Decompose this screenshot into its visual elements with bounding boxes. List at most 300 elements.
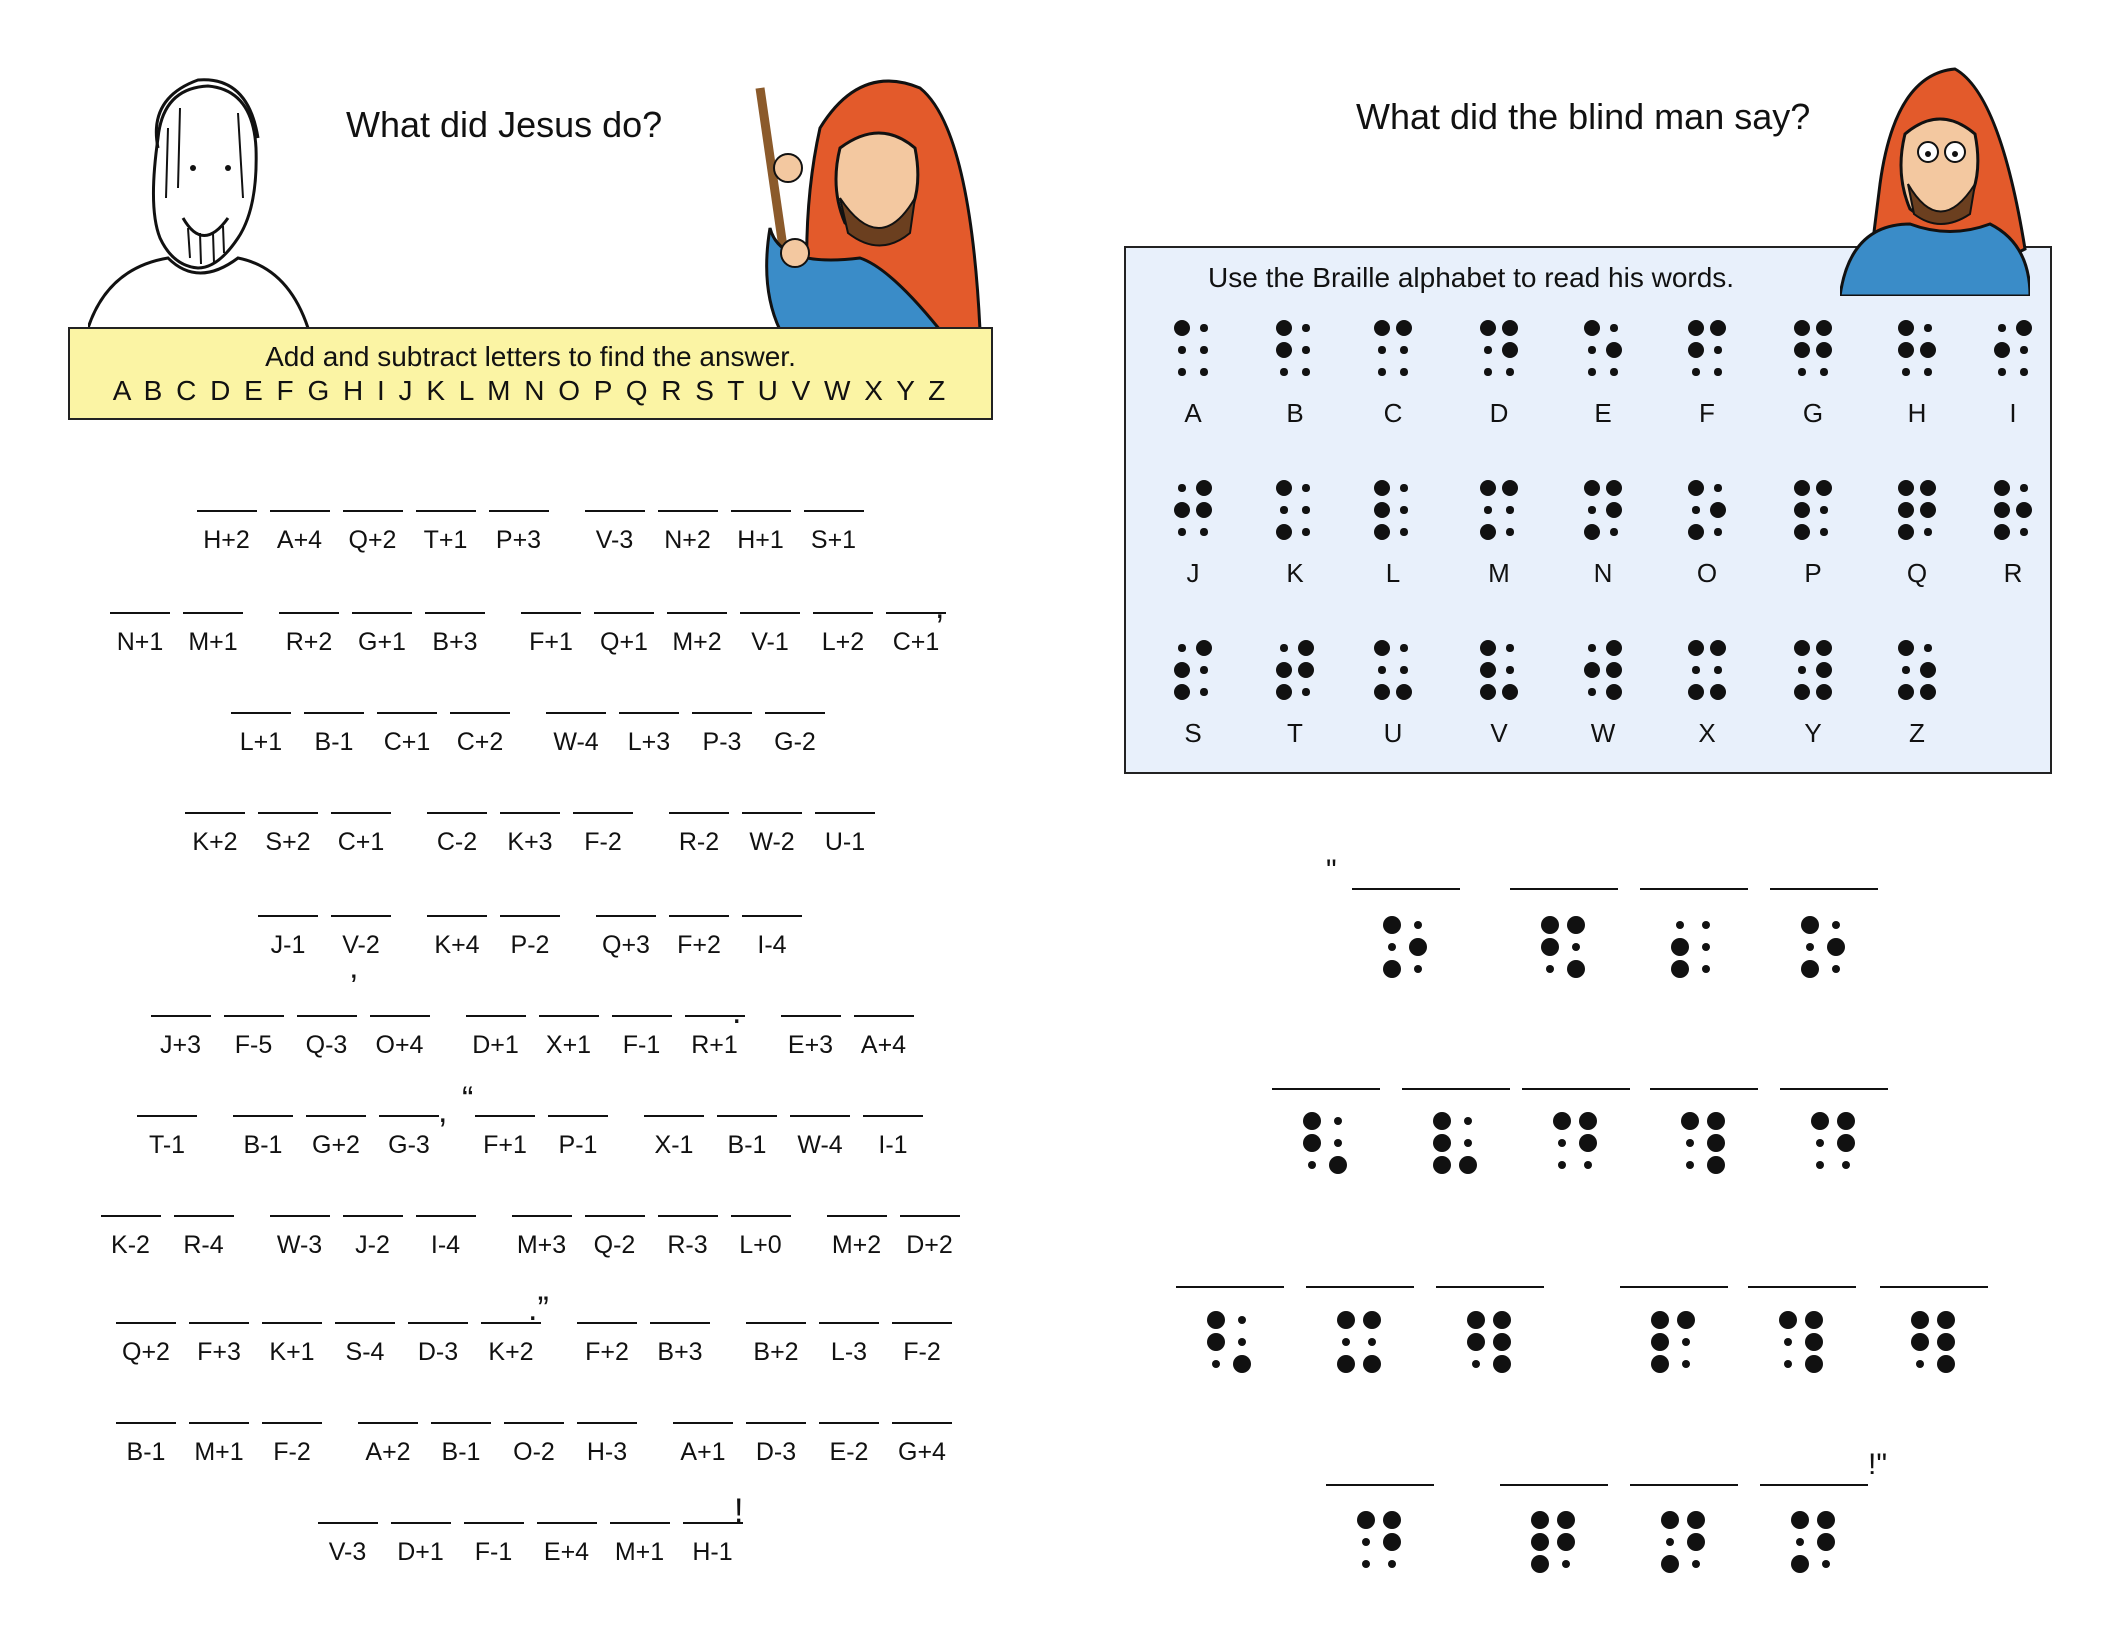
letter-clue: A+2 [365,1438,411,1466]
answer-slot[interactable] [279,612,339,657]
answer-blank[interactable] [500,915,560,917]
flat-dot [2020,528,2027,535]
braille-answer-blank[interactable] [1770,888,1878,890]
answer-slot[interactable] [539,1015,599,1060]
answer-slot[interactable] [854,1015,914,1060]
flat-dot [1820,528,1827,535]
answer-slot[interactable] [596,915,656,960]
answer-slot[interactable] [262,1322,322,1367]
answer-slot[interactable] [644,1115,704,1160]
answer-slot[interactable] [318,1522,378,1567]
raised-dot [1480,524,1496,540]
answer-blank[interactable] [692,712,752,714]
answer-blank[interactable] [781,1015,841,1017]
answer-blank[interactable] [573,812,633,814]
answer-slot[interactable] [464,1522,524,1567]
answer-blank[interactable] [318,1522,378,1524]
answer-slot[interactable] [427,812,487,857]
answer-blank[interactable] [116,1422,176,1424]
answer-slot[interactable] [819,1422,879,1467]
answer-slot[interactable] [306,1115,366,1160]
answer-slot[interactable] [352,612,412,657]
raised-dot [1606,502,1622,518]
braille-letter-label: H [1907,398,1927,428]
braille-letter-label: Z [1909,718,1925,748]
answer-slot[interactable] [804,510,864,555]
answer-slot[interactable] [297,1015,357,1060]
answer-slot[interactable] [537,1522,597,1567]
answer-slot[interactable] [408,1322,468,1367]
flat-dot [1714,666,1721,673]
answer-blank[interactable] [673,1422,733,1424]
letter-clue: K-2 [111,1231,150,1259]
answer-blank[interactable] [658,1215,718,1217]
answer-blank[interactable] [391,1522,451,1524]
braille-answer-blank[interactable] [1272,1088,1380,1090]
letter-clue: M+1 [188,628,238,656]
answer-slot[interactable] [740,612,800,657]
answer-blank[interactable] [331,812,391,814]
answer-slot[interactable] [585,1215,645,1260]
answer-blank[interactable] [137,1115,197,1117]
answer-blank[interactable] [539,1015,599,1017]
raised-dot [1677,1311,1695,1329]
answer-blank[interactable] [900,1215,960,1217]
raised-dot [1303,1112,1321,1130]
answer-slot[interactable] [717,1115,777,1160]
braille-answer-blank[interactable] [1176,1286,1284,1288]
answer-slot[interactable] [343,510,403,555]
answer-slot[interactable] [110,612,170,657]
answer-slot[interactable] [573,812,633,857]
flat-dot [1902,666,1909,673]
answer-slot[interactable] [669,915,729,960]
braille-answer-blank[interactable] [1650,1088,1758,1090]
answer-slot[interactable] [137,1115,197,1160]
answer-blank[interactable] [521,612,581,614]
flat-dot [1832,965,1840,973]
raised-dot [2016,320,2032,336]
answer-slot[interactable] [489,510,549,555]
answer-slot[interactable] [819,1322,879,1367]
answer-blank[interactable] [669,915,729,917]
braille-answer-blank[interactable] [1780,1088,1888,1090]
answer-blank[interactable] [110,612,170,614]
flat-dot [1820,368,1827,375]
answer-blank[interactable] [610,1522,670,1524]
answer-blank[interactable] [224,1015,284,1017]
answer-slot[interactable] [667,612,727,657]
answer-slot[interactable] [270,510,330,555]
answer-blank[interactable] [765,712,825,714]
answer-blank[interactable] [612,1015,672,1017]
answer-blank[interactable] [658,510,718,512]
answer-slot[interactable] [900,1215,960,1260]
answer-blank[interactable] [740,612,800,614]
letter-clue: B-1 [727,1131,767,1159]
braille-answer-blank[interactable] [1522,1088,1630,1090]
answer-slot[interactable] [512,1215,572,1260]
raised-dot [1791,1511,1809,1529]
flat-dot [1702,943,1710,951]
raised-dot [1937,1311,1955,1329]
braille-answer-blank[interactable] [1326,1484,1434,1486]
raised-dot [1493,1311,1511,1329]
answer-blank[interactable] [731,1215,791,1217]
answer-blank[interactable] [427,915,487,917]
letter-clue: Q+3 [602,931,650,959]
flat-dot [1506,666,1513,673]
answer-blank[interactable] [189,1322,249,1324]
answer-blank[interactable] [475,1115,535,1117]
answer-blank[interactable] [431,1422,491,1424]
answer-blank[interactable] [185,812,245,814]
answer-slot[interactable] [610,1522,670,1567]
answer-blank[interactable] [270,1215,330,1217]
raised-dot [1541,938,1559,956]
answer-blank[interactable] [408,1322,468,1324]
answer-slot[interactable] [189,1422,249,1467]
answer-slot[interactable] [174,1215,234,1260]
answer-slot[interactable] [101,1215,161,1260]
answer-blank[interactable] [854,1015,914,1017]
raised-dot [1651,1333,1669,1351]
answer-blank[interactable] [577,1422,637,1424]
answer-slot[interactable] [650,1322,710,1367]
letter-clue: B+3 [657,1338,703,1366]
answer-blank[interactable] [746,1322,806,1324]
answer-blank[interactable] [189,1422,249,1424]
answer-slot[interactable] [731,510,791,555]
answer-slot[interactable] [692,712,752,757]
answer-slot[interactable] [742,915,802,960]
answer-blank[interactable] [537,1522,597,1524]
answer-slot[interactable] [331,812,391,857]
answer-blank[interactable] [464,1522,524,1524]
answer-slot[interactable] [863,1115,923,1160]
answer-slot[interactable] [425,612,485,657]
answer-blank[interactable] [306,1115,366,1117]
flat-dot [1238,1316,1246,1324]
raised-dot [1817,1533,1835,1551]
answer-blank[interactable] [101,1215,161,1217]
answer-slot[interactable] [577,1322,637,1367]
answer-blank[interactable] [819,1322,879,1324]
flat-dot [1472,1360,1480,1368]
answer-slot[interactable] [742,812,802,857]
answer-blank[interactable] [297,1015,357,1017]
raised-dot [1174,502,1190,518]
answer-blank[interactable] [892,1322,952,1324]
letter-clue: W-2 [749,828,795,856]
answer-slot[interactable] [594,612,654,657]
answer-blank[interactable] [379,1115,439,1117]
braille-answer-blank[interactable] [1748,1286,1856,1288]
answer-blank[interactable] [746,1422,806,1424]
answer-blank[interactable] [667,612,727,614]
answer-blank[interactable] [262,1322,322,1324]
flat-dot [1378,346,1385,353]
answer-blank[interactable] [644,1115,704,1117]
answer-slot[interactable] [197,510,257,555]
raised-dot [1816,480,1832,496]
answer-blank[interactable] [669,812,729,814]
answer-blank[interactable] [258,812,318,814]
raised-dot [1396,684,1412,700]
raised-dot [1911,1333,1929,1351]
flat-dot [1362,1560,1370,1568]
answer-slot[interactable] [827,1215,887,1260]
answer-blank[interactable] [416,510,476,512]
answer-blank[interactable] [546,712,606,714]
braille-letter-label: P [1804,558,1822,588]
braille-answer-blank[interactable] [1306,1286,1414,1288]
answer-slot[interactable] [746,1422,806,1467]
answer-blank[interactable] [742,915,802,917]
answer-slot[interactable] [379,1115,439,1160]
answer-slot[interactable] [151,1015,211,1060]
answer-blank[interactable] [331,915,391,917]
answer-blank[interactable] [790,1115,850,1117]
flat-dot [1842,1161,1850,1169]
braille-answer-blank[interactable] [1352,888,1460,890]
answer-slot[interactable] [358,1422,418,1467]
answer-slot[interactable] [262,1422,322,1467]
letter-clue: P+3 [495,526,542,554]
answer-blank[interactable] [892,1422,952,1424]
answer-blank[interactable] [370,1015,430,1017]
raised-dot [1898,524,1914,540]
answer-slot[interactable] [270,1215,330,1260]
answer-slot[interactable] [521,612,581,657]
raised-dot [1794,524,1810,540]
answer-blank[interactable] [335,1322,395,1324]
answer-blank[interactable] [279,612,339,614]
answer-slot[interactable] [335,1322,395,1367]
punctuation-mark: .” [528,1290,549,1328]
braille-letter-label: A [1184,398,1202,428]
letter-clue: R-2 [678,828,720,856]
answer-slot[interactable] [258,915,318,960]
answer-blank[interactable] [343,1215,403,1217]
answer-blank[interactable] [197,510,257,512]
answer-slot[interactable] [427,915,487,960]
answer-blank[interactable] [258,915,318,917]
answer-blank[interactable] [450,712,510,714]
answer-blank[interactable] [594,612,654,614]
answer-slot[interactable] [500,812,560,857]
answer-blank[interactable] [262,1422,322,1424]
braille-answer-blank[interactable] [1630,1484,1738,1486]
answer-blank[interactable] [577,1322,637,1324]
answer-blank[interactable] [548,1115,608,1117]
answer-slot[interactable] [548,1115,608,1160]
letter-clue: F+2 [677,931,721,959]
answer-blank[interactable] [151,1015,211,1017]
answer-blank[interactable] [358,1422,418,1424]
answer-slot[interactable] [343,1215,403,1260]
answer-slot[interactable] [658,510,718,555]
answer-blank[interactable] [504,1422,564,1424]
braille-answer-blank[interactable] [1500,1484,1608,1486]
answer-slot[interactable] [504,1422,564,1467]
raised-dot [1837,1112,1855,1130]
answer-slot[interactable] [781,1015,841,1060]
answer-blank[interactable] [500,812,560,814]
flat-dot [1998,368,2005,375]
answer-slot[interactable] [673,1422,733,1467]
answer-blank[interactable] [377,712,437,714]
letter-clue: L+0 [739,1231,782,1259]
answer-slot[interactable] [669,812,729,857]
answer-blank[interactable] [804,510,864,512]
raised-dot [1794,502,1810,518]
answer-slot[interactable] [304,712,364,757]
braille-answer-blank[interactable] [1620,1286,1728,1288]
answer-blank[interactable] [596,915,656,917]
raised-dot [1710,640,1726,656]
raised-dot [1493,1355,1511,1373]
letter-clue: D+1 [472,1031,519,1059]
answer-slot[interactable] [331,915,391,960]
braille-answer-blank[interactable] [1760,1484,1868,1486]
answer-blank[interactable] [425,612,485,614]
answer-slot[interactable] [790,1115,850,1160]
raised-dot [1794,684,1810,700]
raised-dot [1467,1333,1485,1351]
flat-dot [1362,1538,1370,1546]
answer-slot[interactable] [765,712,825,757]
answer-slot[interactable] [475,1115,535,1160]
letter-clue: C+2 [456,728,504,756]
answer-blank[interactable] [512,1215,572,1217]
flat-dot [1676,921,1684,929]
answer-slot[interactable] [546,712,606,757]
raised-dot [1688,524,1704,540]
answer-slot[interactable] [377,712,437,757]
answer-slot[interactable] [431,1422,491,1467]
raised-dot [1584,320,1600,336]
raised-dot [1898,480,1914,496]
answer-slot[interactable] [391,1522,451,1567]
raised-dot [1531,1511,1549,1529]
braille-answer-blank[interactable] [1880,1286,1988,1288]
answer-slot[interactable] [731,1215,791,1260]
answer-blank[interactable] [585,510,645,512]
answer-slot[interactable] [416,1215,476,1260]
answer-blank[interactable] [304,712,364,714]
answer-blank[interactable] [717,1115,777,1117]
answer-slot[interactable] [577,1422,637,1467]
flat-dot [1400,644,1407,651]
answer-slot[interactable] [185,812,245,857]
answer-blank[interactable] [819,1422,879,1424]
flat-dot [1302,506,1309,513]
letter-clue: L+3 [627,728,671,756]
flat-dot [1692,1560,1700,1568]
letter-clue: W-3 [276,1231,323,1259]
answer-slot[interactable] [892,1422,952,1467]
answer-slot[interactable] [116,1322,176,1367]
answer-blank[interactable] [183,612,243,614]
answer-slot[interactable] [815,812,875,857]
answer-blank[interactable] [174,1215,234,1217]
answer-blank[interactable] [416,1215,476,1217]
answer-slot[interactable] [183,612,243,657]
answer-slot[interactable] [466,1015,526,1060]
answer-blank[interactable] [270,510,330,512]
braille-answer-blank[interactable] [1640,888,1748,890]
answer-slot[interactable] [189,1322,249,1367]
answer-slot[interactable] [813,612,873,657]
raised-dot [1606,480,1622,496]
answer-blank[interactable] [813,612,873,614]
answer-blank[interactable] [650,1322,710,1324]
raised-dot [1710,502,1726,518]
answer-blank[interactable] [352,612,412,614]
answer-slot[interactable] [450,712,510,757]
answer-blank[interactable] [585,1215,645,1217]
answer-blank[interactable] [815,812,875,814]
braille-answer-blank[interactable] [1402,1088,1510,1090]
answer-slot[interactable] [233,1115,293,1160]
answer-blank[interactable] [343,510,403,512]
raised-dot [1791,1555,1809,1573]
answer-blank[interactable] [233,1115,293,1117]
answer-slot[interactable] [619,712,679,757]
answer-slot[interactable] [258,812,318,857]
raised-dot [1898,502,1914,518]
answer-blank[interactable] [863,1115,923,1117]
answer-slot[interactable] [224,1015,284,1060]
answer-blank[interactable] [827,1215,887,1217]
answer-slot[interactable] [370,1015,430,1060]
answer-slot[interactable] [416,510,476,555]
flat-dot [1588,506,1595,513]
braille-answer-blank[interactable] [1436,1286,1544,1288]
braille-letter-label: O [1696,558,1718,588]
answer-blank[interactable] [231,712,291,714]
answer-slot[interactable] [612,1015,672,1060]
letter-clue: R-4 [183,1231,224,1259]
flat-dot [1302,688,1309,695]
flat-dot [1280,368,1287,375]
raised-dot [1276,342,1292,358]
answer-slot[interactable] [116,1422,176,1467]
flat-dot [1998,324,2005,331]
raised-dot [1837,1134,1855,1152]
answer-slot[interactable] [231,712,291,757]
letter-clue: G+1 [358,628,406,656]
answer-slot[interactable] [658,1215,718,1260]
answer-blank[interactable] [116,1322,176,1324]
punctuation-mark: ’ [350,968,358,1006]
answer-slot[interactable] [500,915,560,960]
answer-slot[interactable] [585,510,645,555]
answer-blank[interactable] [619,712,679,714]
answer-blank[interactable] [489,510,549,512]
braille-letter-label: J [1186,558,1200,588]
answer-blank[interactable] [731,510,791,512]
raised-dot [1794,640,1810,656]
braille-letter-label: V [1490,718,1508,748]
answer-slot[interactable] [892,1322,952,1367]
answer-blank[interactable] [742,812,802,814]
answer-blank[interactable] [427,812,487,814]
answer-blank[interactable] [466,1015,526,1017]
braille-answer-blank[interactable] [1510,888,1618,890]
answer-slot[interactable] [746,1322,806,1367]
